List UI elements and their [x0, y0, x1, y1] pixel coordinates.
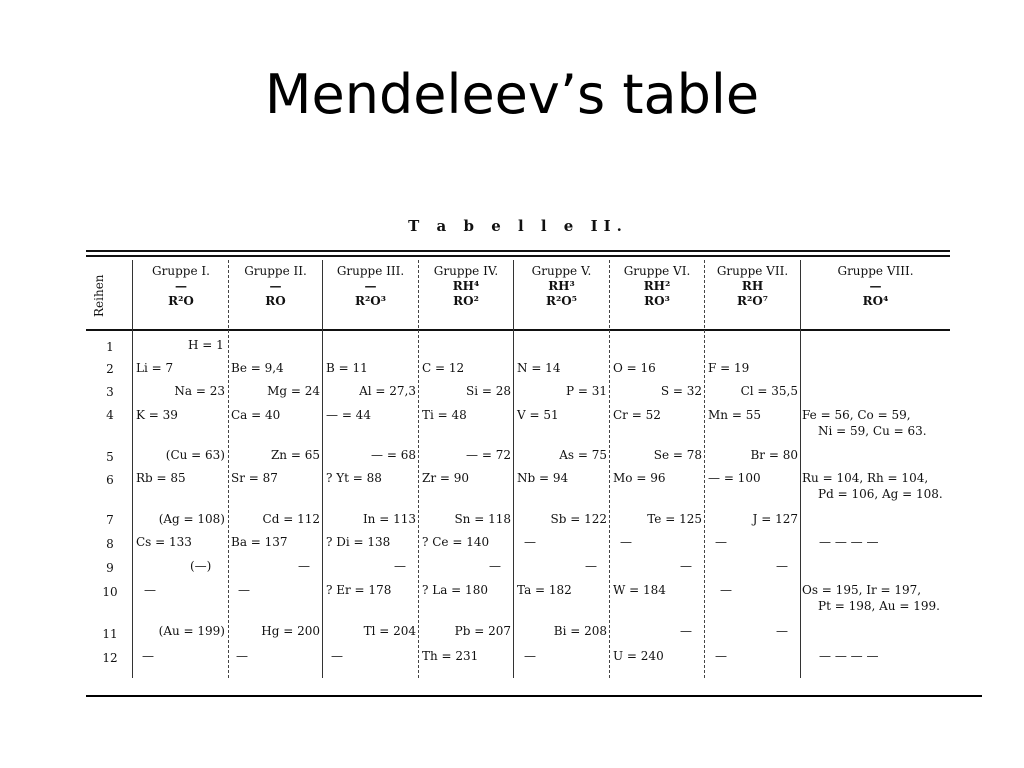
- element-cell: —: [620, 535, 632, 549]
- element-cell: Ba = 137: [231, 535, 288, 549]
- element-cell: Ca = 40: [231, 408, 281, 422]
- row-number: 11: [102, 627, 118, 641]
- element-cell: Ta = 182: [517, 583, 572, 597]
- element-cell: K = 39: [136, 408, 178, 422]
- element-cell: ? Yt = 88: [326, 471, 382, 485]
- element-cell: N = 14: [517, 361, 561, 375]
- group-header: Gruppe VII. RH R²O⁷: [716, 264, 789, 308]
- element-cell: Mn = 55: [708, 408, 761, 422]
- column-divider: [132, 260, 133, 678]
- element-cell: (Au = 199): [158, 624, 225, 638]
- element-cell: ? La = 180: [422, 583, 488, 597]
- bottom-rule: [86, 695, 982, 697]
- row-number: 3: [106, 385, 114, 399]
- element-cell: Br = 80: [750, 448, 798, 462]
- row-number: 1: [106, 340, 114, 354]
- element-cell: —: [144, 583, 156, 597]
- element-cell: Na = 23: [174, 384, 225, 398]
- element-cell: ? Er = 178: [326, 583, 392, 597]
- column-divider: [513, 260, 514, 678]
- element-cell: —: [680, 624, 692, 638]
- element-cell: U = 240: [613, 649, 664, 663]
- element-cell: S = 32: [660, 384, 702, 398]
- element-cell: Pd = 106, Ag = 108.: [818, 487, 943, 501]
- element-cell: —: [298, 559, 310, 573]
- mendeleev-table-figure: [86, 210, 950, 685]
- column-divider: [228, 260, 229, 678]
- element-cell: Rb = 85: [136, 471, 186, 485]
- element-cell: Tl = 204: [363, 624, 416, 638]
- element-cell: ? Ce = 140: [422, 535, 490, 549]
- element-cell: In = 113: [362, 512, 416, 526]
- group-header: Gruppe II. — RO: [244, 264, 307, 308]
- element-cell: Zr = 90: [422, 471, 470, 485]
- row-number: 10: [102, 585, 118, 599]
- element-cell: V = 51: [517, 408, 559, 422]
- element-cell: Cs = 133: [136, 535, 192, 549]
- reihen-header: Reihen: [92, 274, 106, 318]
- element-cell: —: [776, 624, 788, 638]
- element-cell: Mo = 96: [613, 471, 666, 485]
- row-number: 9: [106, 561, 114, 575]
- element-cell: Bi = 208: [553, 624, 607, 638]
- element-cell: Al = 27,3: [359, 384, 416, 398]
- element-cell: W = 184: [613, 583, 666, 597]
- element-cell: Be = 9,4: [231, 361, 284, 375]
- element-cell: Pb = 207: [454, 624, 511, 638]
- element-cell: Se = 78: [653, 448, 702, 462]
- element-cell: — = 72: [466, 448, 511, 462]
- element-cell: —: [585, 559, 597, 573]
- element-cell: H = 1: [188, 338, 224, 352]
- element-cell: Nb = 94: [517, 471, 569, 485]
- row-number: 12: [102, 651, 118, 665]
- group-header: Gruppe V. RH³ R²O⁵: [531, 264, 592, 308]
- element-cell: Pt = 198, Au = 199.: [818, 599, 940, 613]
- element-cell: As = 75: [559, 448, 607, 462]
- element-cell: —: [524, 535, 536, 549]
- group-header: Gruppe I. — R²O: [152, 264, 210, 308]
- element-cell: ? Di = 138: [326, 535, 391, 549]
- row-number: 5: [106, 450, 114, 464]
- element-cell: B = 11: [326, 361, 368, 375]
- element-cell: F = 19: [708, 361, 750, 375]
- element-cell: Ru = 104, Rh = 104,: [802, 471, 929, 485]
- element-cell: Te = 125: [647, 512, 702, 526]
- element-cell: Li = 7: [136, 361, 174, 375]
- element-cell: Cr = 52: [613, 408, 661, 422]
- element-cell: — — — —: [819, 535, 879, 549]
- element-cell: — — — —: [819, 649, 879, 663]
- element-cell: —: [776, 559, 788, 573]
- element-cell: O = 16: [613, 361, 656, 375]
- top-rule-inner: [86, 255, 950, 257]
- group-header: Gruppe IV. RH⁴ RO²: [433, 264, 499, 308]
- element-cell: —: [489, 559, 501, 573]
- column-divider: [609, 260, 610, 678]
- element-cell: P = 31: [565, 384, 607, 398]
- element-cell: Ti = 48: [422, 408, 467, 422]
- column-divider: [800, 260, 801, 678]
- element-cell: J = 127: [752, 512, 798, 526]
- element-cell: (Cu = 63): [165, 448, 225, 462]
- group-header: Gruppe VI. RH² RO³: [623, 264, 691, 308]
- element-cell: —: [715, 649, 727, 663]
- element-cell: Si = 28: [465, 384, 511, 398]
- element-cell: Os = 195, Ir = 197,: [802, 583, 922, 597]
- table-caption: T a b e l l e II.: [408, 217, 628, 235]
- column-divider: [322, 260, 323, 678]
- group-header: Gruppe III. — R²O³: [336, 264, 405, 308]
- element-cell: Fe = 56, Co = 59,: [802, 408, 911, 422]
- column-divider: [704, 260, 705, 678]
- element-cell: —: [394, 559, 406, 573]
- slide-title: Mendeleev’s table: [264, 63, 760, 126]
- element-cell: —: [238, 583, 250, 597]
- element-cell: Ni = 59, Cu = 63.: [818, 424, 927, 438]
- element-cell: (Ag = 108): [158, 512, 225, 526]
- element-cell: — = 100: [708, 471, 761, 485]
- element-cell: (—): [190, 559, 212, 573]
- element-cell: C = 12: [422, 361, 465, 375]
- element-cell: Cl = 35,5: [740, 384, 798, 398]
- element-cell: Mg = 24: [267, 384, 320, 398]
- element-cell: —: [720, 583, 732, 597]
- element-cell: —: [524, 649, 536, 663]
- top-rule: [86, 250, 950, 252]
- header-rule: [86, 329, 950, 331]
- element-cell: Sb = 122: [550, 512, 607, 526]
- element-cell: Cd = 112: [262, 512, 320, 526]
- element-cell: Sn = 118: [454, 512, 511, 526]
- element-cell: —: [715, 535, 727, 549]
- element-cell: Hg = 200: [261, 624, 320, 638]
- element-cell: —: [142, 649, 154, 663]
- row-number: 8: [106, 537, 114, 551]
- element-cell: —: [331, 649, 343, 663]
- row-number: 6: [106, 473, 114, 487]
- element-cell: —: [680, 559, 692, 573]
- row-number: 2: [106, 362, 114, 376]
- element-cell: Zn = 65: [270, 448, 320, 462]
- row-number: 7: [106, 513, 114, 527]
- element-cell: Sr = 87: [231, 471, 278, 485]
- element-cell: Th = 231: [422, 649, 479, 663]
- element-cell: — = 44: [326, 408, 371, 422]
- element-cell: —: [236, 649, 248, 663]
- group-header: Gruppe VIII. — RO⁴: [837, 264, 914, 308]
- row-number: 4: [106, 408, 114, 422]
- element-cell: — = 68: [371, 448, 416, 462]
- column-divider: [418, 260, 419, 678]
